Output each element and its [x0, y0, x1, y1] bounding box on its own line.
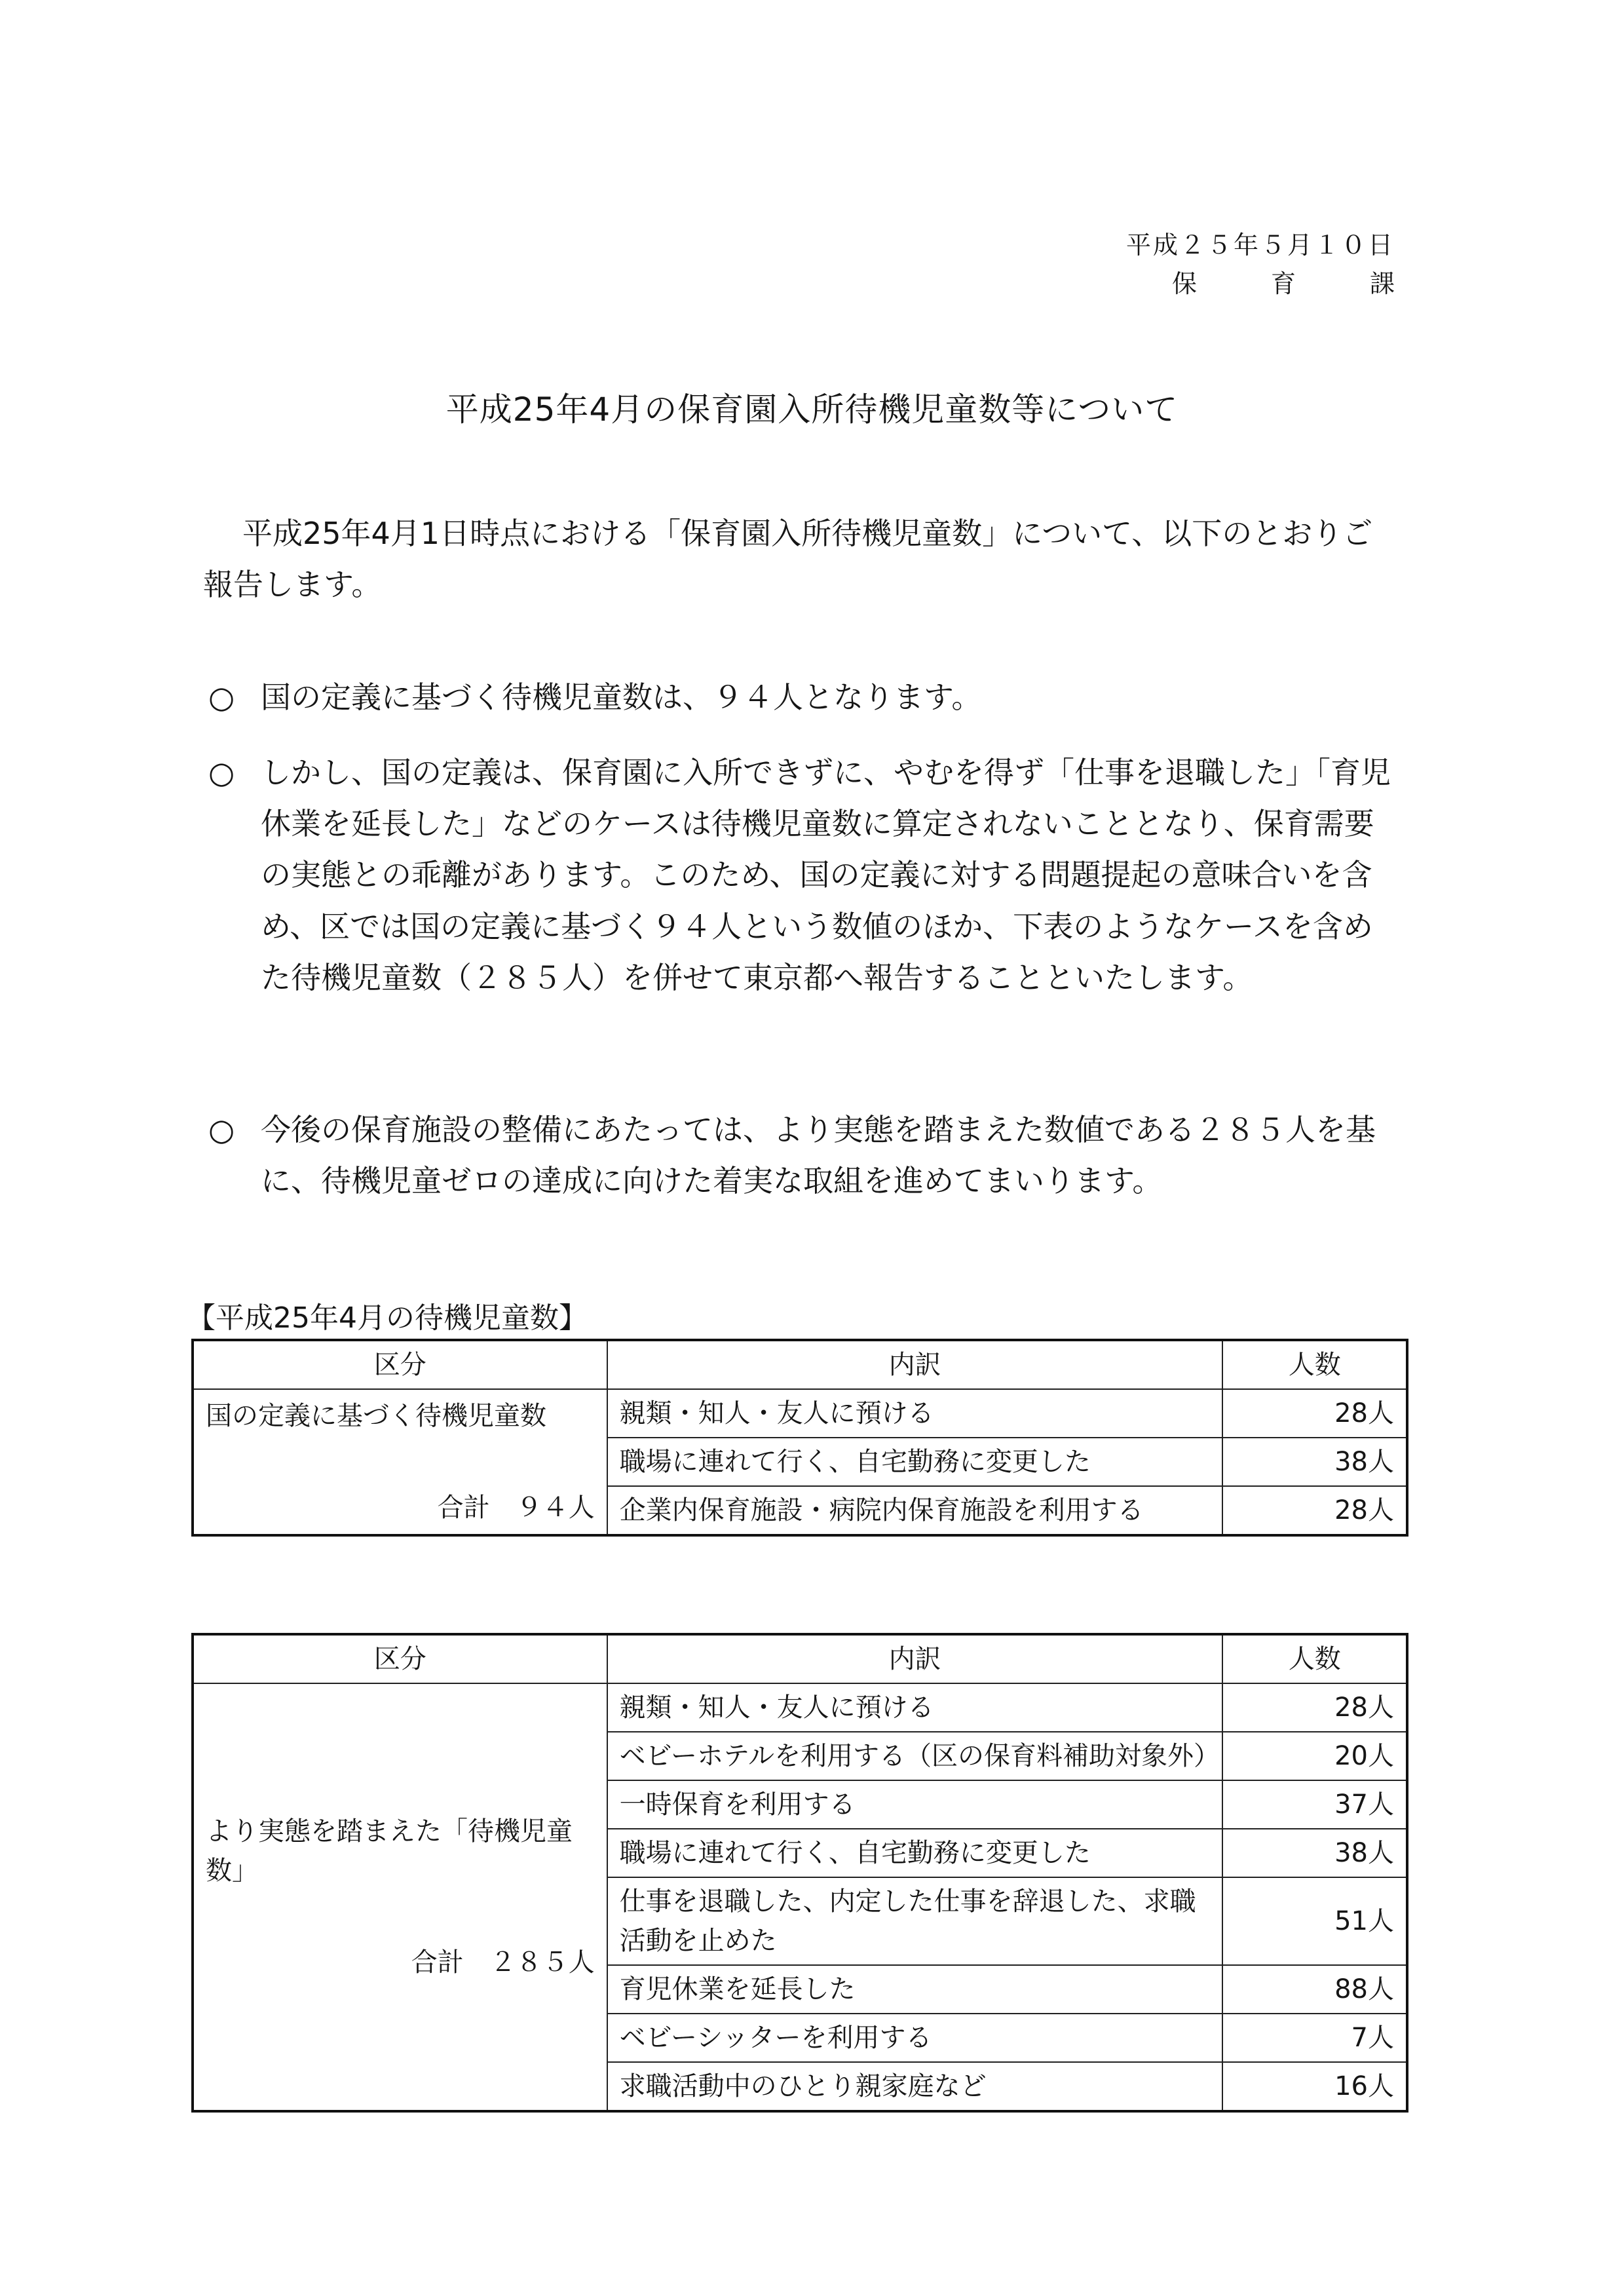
- detail-cell: 企業内保育施設・病院内保育施設を利用する: [607, 1486, 1223, 1535]
- circle-bullet-icon: ○: [208, 679, 235, 715]
- bullet-paragraph: [203, 1104, 1395, 1206]
- detail-cell: 育児休業を延長した: [607, 1965, 1223, 2014]
- category-total: 合計 ２８５人: [411, 1947, 595, 1978]
- table-heading: 【平成25年4月の待機児童数】: [187, 1301, 588, 1335]
- category-label: より実態を踏まえた「待機児童数」: [206, 1816, 573, 1886]
- header-category: 区分: [193, 1340, 607, 1389]
- count-cell: 38人: [1222, 1438, 1407, 1486]
- circle-bullet-icon: ○: [208, 1112, 235, 1147]
- detail-cell: ベビーホテルを利用する（区の保育料補助対象外）: [607, 1732, 1223, 1780]
- count-cell: 88人: [1222, 1965, 1407, 2014]
- detail-cell: 親類・知人・友人に預ける: [607, 1683, 1223, 1732]
- intro-paragraph: 平成25年4月1日時点における「保育園入所待機児童数」について、以下のとおりご報告します。: [203, 516, 1373, 603]
- department-name: [1093, 265, 1395, 303]
- detail-cell: 求職活動中のひとり親家庭など: [607, 2062, 1223, 2111]
- table-header-row: [193, 1634, 1407, 1683]
- category-label: 国の定義に基づく待機児童数: [206, 1401, 546, 1431]
- bullet-paragraph: [203, 672, 1395, 723]
- header-detail: 内訳: [607, 1634, 1223, 1683]
- header-count: 人数: [1222, 1634, 1407, 1683]
- detail-cell: 一時保育を利用する: [607, 1780, 1223, 1829]
- detail-cell: 職場に連れて行く、自宅勤務に変更した: [607, 1829, 1223, 1877]
- count-cell: 38人: [1222, 1829, 1407, 1877]
- actual-situation-table: [191, 1633, 1408, 2113]
- header-detail: 内訳: [607, 1340, 1223, 1389]
- bullet-text: 今後の保育施設の整備にあたっては、より実態を踏まえた数値である２８５人を基に、待機児童ゼロの達成に向けた着実な取組を進めてまいります。: [261, 1112, 1376, 1199]
- detail-cell: 職場に連れて行く、自宅勤務に変更した: [607, 1438, 1223, 1486]
- department-char: 育: [1270, 269, 1296, 298]
- count-cell: 28人: [1222, 1486, 1407, 1535]
- circle-bullet-icon: ○: [208, 755, 235, 790]
- bullet-text: しかし、国の定義は、保育園に入所できずに、やむを得ず「仕事を退職した」「育児休業を延長した」などのケースは待機児童数に算定されないこととなり、保育需要の実態との乖離があります。このため、国の定義に対する問題提起の意味合いを含め、区では国の定義に基づく９４人という数値のほか、下表のようなケースを含めた待機児童数（２８５人）を併せて東京都へ報告することといたします。: [261, 755, 1391, 995]
- bullet-paragraph: [203, 747, 1395, 1003]
- table-header-row: [193, 1340, 1407, 1389]
- count-cell: 37人: [1222, 1780, 1407, 1829]
- department-char: 課: [1369, 269, 1395, 298]
- count-cell: 7人: [1222, 2014, 1407, 2062]
- count-cell: 16人: [1222, 2062, 1407, 2111]
- detail-cell: 仕事を退職した、内定した仕事を辞退した、求職活動を止めた: [607, 1877, 1223, 1965]
- national-definition-table: [191, 1339, 1408, 1537]
- count-cell: 51人: [1222, 1877, 1407, 1965]
- document-title: 平成25年4月の保育園入所待機児童数等について: [445, 391, 1179, 429]
- bullet-text: 国の定義に基づく待機児童数は、９４人となります。: [261, 679, 982, 715]
- header-category: 区分: [193, 1634, 607, 1683]
- department-char: 保: [1172, 269, 1198, 298]
- category-cell: [193, 1389, 607, 1535]
- count-cell: 20人: [1222, 1732, 1407, 1780]
- document-header: [1093, 226, 1395, 303]
- count-cell: 28人: [1222, 1389, 1407, 1438]
- category-total: 合計 ９４人: [437, 1493, 595, 1523]
- detail-cell: ベビーシッターを利用する: [607, 2014, 1223, 2062]
- category-cell: [193, 1683, 607, 2111]
- issue-date: 平成２５年５月１０日: [1125, 231, 1395, 259]
- table-row: [193, 1683, 1407, 1732]
- table-row: [193, 1389, 1407, 1438]
- count-cell: 28人: [1222, 1683, 1407, 1732]
- header-count: 人数: [1222, 1340, 1407, 1389]
- detail-cell: 親類・知人・友人に預ける: [607, 1389, 1223, 1438]
